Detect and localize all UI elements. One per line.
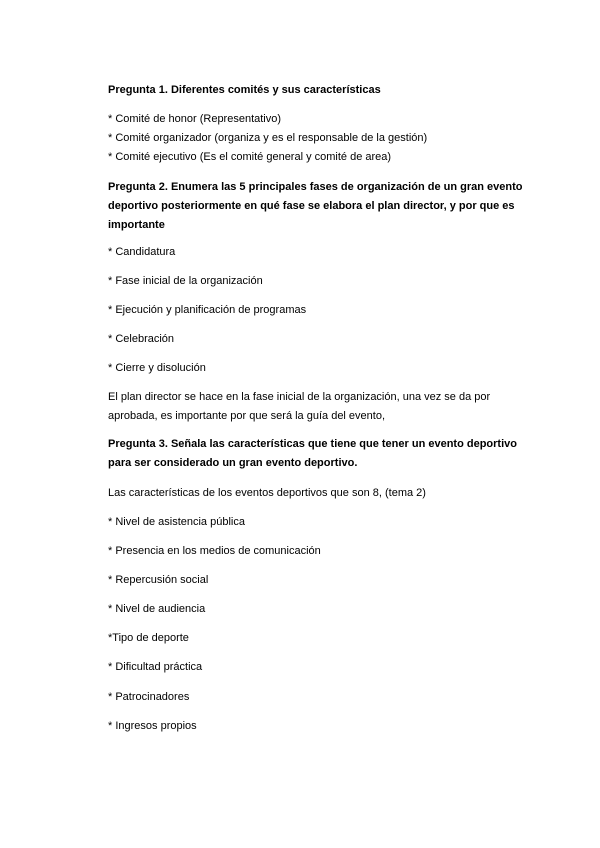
question-3-heading-line: Pregunta 3. Señala las características que tiene que tener un evento deportivo xyxy=(108,438,517,450)
question-3-item: * Presencia en los medios de comunicación xyxy=(108,545,321,557)
question-2-heading-line: importante xyxy=(108,219,165,231)
question-1-heading: Pregunta 1. Diferentes comités y sus características xyxy=(108,84,381,96)
question-3-item: * Ingresos propios xyxy=(108,720,197,732)
question-2-item: * Ejecución y planificación de programas xyxy=(108,304,307,316)
question-1-item: * Comité de honor (Representativo) xyxy=(108,113,282,125)
question-2-item: * Celebración xyxy=(108,333,175,345)
question-3-intro: Las características de los eventos deportivos que son 8, (tema 2) xyxy=(108,487,426,499)
question-3-item: * Nivel de audiencia xyxy=(108,603,206,615)
question-3-item: *Tipo de deporte xyxy=(108,632,189,644)
question-3-heading-line: para ser considerado un gran evento deportivo. xyxy=(108,457,358,469)
question-2-item: * Cierre y disolución xyxy=(108,362,206,374)
question-2-answer-line: El plan director se hace en la fase inicial de la organización, una vez se da por xyxy=(108,391,491,403)
question-2-heading-line: deportivo posteriormente en qué fase se elabora el plan director, y por que es xyxy=(108,200,515,212)
question-2-item: * Fase inicial de la organización xyxy=(108,275,263,287)
question-1-item: * Comité organizador (organiza y es el responsable de la gestión) xyxy=(108,132,428,144)
question-3-item: * Dificultad práctica xyxy=(108,661,203,673)
question-3-item: * Nivel de asistencia pública xyxy=(108,516,245,528)
question-3-item: * Patrocinadores xyxy=(108,691,190,703)
question-3-item: * Repercusión social xyxy=(108,574,209,586)
question-2-heading-line: Pregunta 2. Enumera las 5 principales fases de organización de un gran evento xyxy=(108,181,523,193)
question-2-item: * Candidatura xyxy=(108,246,176,258)
question-2-answer-line: aprobada, es importante por que será la guía del evento, xyxy=(108,410,386,422)
question-1-item: * Comité ejecutivo (Es el comité general y comité de area) xyxy=(108,151,392,163)
